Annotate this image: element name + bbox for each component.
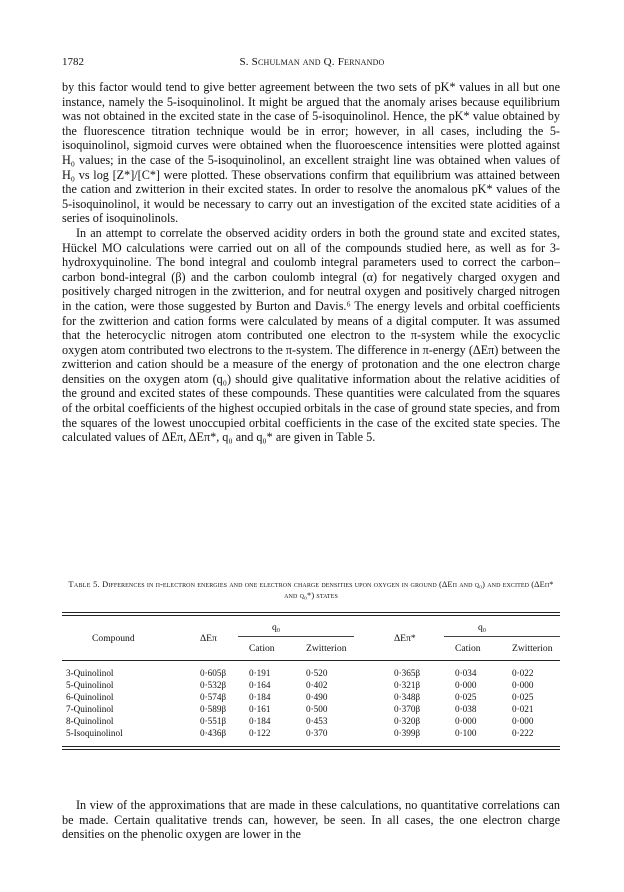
cell-delta-e: 0·574β (200, 692, 227, 702)
cell-q0-star-cation: 0·038 (455, 704, 477, 714)
cell-q0-cation: 0·164 (249, 680, 271, 690)
header-cation: Cation (249, 643, 275, 654)
header-q0: q₀ (272, 622, 281, 633)
cell-q0-star-zwitterion: 0·025 (512, 692, 534, 702)
cell-q0-zwitterion: 0·402 (306, 680, 328, 690)
cell-compound: 5-Isoquinolinol (66, 728, 123, 738)
table-top-rule (62, 612, 560, 616)
cell-q0-zwitterion: 0·453 (306, 716, 328, 726)
page-header (62, 56, 562, 72)
cell-delta-e: 0·605β (200, 668, 227, 678)
cell-q0-zwitterion: 0·520 (306, 668, 328, 678)
table-caption (62, 579, 560, 601)
cell-q0-cation: 0·122 (249, 728, 271, 738)
cell-delta-e: 0·532β (200, 680, 227, 690)
cell-delta-e-star: 0·370β (394, 704, 421, 714)
header-delta-e: ΔEπ (200, 633, 217, 644)
cell-q0-star-cation: 0·025 (455, 692, 477, 702)
cell-q0-zwitterion: 0·370 (306, 728, 328, 738)
table-caption-label: Table 5. (68, 580, 100, 589)
paragraph-2: In an attempt to correlate the observed acidity orders in both the ground state and excited states, Hückel MO calculations were carried out on all of the compounds studied here, as well as for 3-hydroxyquinoline. The bond integral and coulomb integral parameters used to correct the carbon–carbon bond-integral (β) and the carbon coulomb integral (α) for negatively charged oxygen and positively charged nitrogen in the zwitterion, and for neutral oxygen and positively charged nitrogen in the cation, were those suggested by Burton and Davis.⁶ The energy levels and orbital coefficients for the zwitterion and cation forms were calculated by means of a digital computer. It was assumed that the heterocyclic nitrogen atom contributed one electron to the π-system while the exocyclic oxygen atom contributed two electrons to the π-system. The difference in π-energy (ΔEπ) between the zwitterion and cation should be a measure of the energy of protonation and the one electron charge densities on the oxygen atom (q₀) should give qualitative information about the relative acidities of the ground and excited states of these compounds. These quantities were calculated from the squares of the orbital coefficients of the highest occupied orbitals in the case of ground state species, and from the squares of the lowest unoccupied orbital coefficients in the case of the excited state species. The calculated values of ΔEπ, ΔEπ*, q₀ and q₀* are given in Table 5. (62, 225, 560, 445)
header-zwitterion-star: Zwitterion (512, 643, 553, 654)
paragraph-3: In view of the approximations that are made in these calculations, no quantitative correlations can be made. Certain qualitative trends can, however, be seen. In all cases, the one electron charge densities on the phenolic oxygen are lower in the (62, 798, 560, 842)
cell-q0-zwitterion: 0·500 (306, 704, 328, 714)
table-caption-text: Differences in π-electron energies and one electron charge densities upon oxygen in ground (ΔEπ and q₀) and excited (ΔEπ* and q₀*) states (102, 580, 554, 600)
cell-q0-cation: 0·184 (249, 716, 271, 726)
cell-q0-cation: 0·161 (249, 704, 271, 714)
page-number: 1782 (62, 56, 84, 68)
header-zwitterion: Zwitterion (306, 643, 347, 654)
table-header-rule (62, 660, 560, 661)
cell-q0-cation: 0·191 (249, 668, 271, 678)
cell-compound: 6-Quinolinol (66, 692, 114, 702)
header-q0-star: q₀ (478, 622, 487, 633)
cell-compound: 3-Quinolinol (66, 668, 114, 678)
cell-delta-e-star: 0·365β (394, 668, 421, 678)
cell-q0-star-cation: 0·034 (455, 668, 477, 678)
cell-q0-cation: 0·184 (249, 692, 271, 702)
cell-q0-star-cation: 0·000 (455, 680, 477, 690)
cell-delta-e: 0·551β (200, 716, 227, 726)
cell-delta-e-star: 0·348β (394, 692, 421, 702)
cell-compound: 7-Quinolinol (66, 704, 114, 714)
paragraph-1: by this factor would tend to give better agreement between the two sets of pK* values in all but one instance, namely the 5-isoquinolinol. It might be argued that the anomaly arises because equilibrium was not obtained in the excited state in the case of 5-isoquinolinol. Hence, the pK* value obtained by the fluorescence titration technique would be in error; however, in all cases, including the 5-isoquinolinol, sigmoid curves were obtained when the fluoroescence intensities were plotted against H₀ values; in the case of the 5-isoquinolinol, an excellent straight line was obtained when values of H₀ vs log [Z*]/[C*] were plotted. These observations confirm that equilibrium was attained between the cation and zwitterion in their excited states. In order to resolve the anomalous pK* values of the 5-isoquinolinol, it would be necessary to carry out an investigation of the excited state acidities of a series of isoquinolinols. (62, 80, 560, 226)
cell-q0-star-zwitterion: 0·022 (512, 668, 534, 678)
cell-delta-e-star: 0·399β (394, 728, 421, 738)
cell-q0-star-zwitterion: 0·222 (512, 728, 534, 738)
header-delta-e-star: ΔEπ* (394, 633, 416, 644)
cell-q0-zwitterion: 0·490 (306, 692, 328, 702)
cell-delta-e-star: 0·321β (394, 680, 421, 690)
header-cation-star: Cation (455, 643, 481, 654)
header-compound: Compound (92, 633, 135, 644)
cell-delta-e-star: 0·320β (394, 716, 421, 726)
cell-delta-e: 0·589β (200, 704, 227, 714)
table-bottom-rule (62, 746, 560, 750)
cell-q0-star-zwitterion: 0·021 (512, 704, 534, 714)
cell-q0-star-zwitterion: 0·000 (512, 716, 534, 726)
body-text (62, 80, 560, 445)
cell-q0-star-cation: 0·100 (455, 728, 477, 738)
cell-q0-star-zwitterion: 0·000 (512, 680, 534, 690)
cell-q0-star-cation: 0·000 (455, 716, 477, 726)
cell-compound: 5-Quinolinol (66, 680, 114, 690)
cell-delta-e: 0·436β (200, 728, 227, 738)
q0-group-rule (238, 636, 354, 637)
cell-compound: 8-Quinolinol (66, 716, 114, 726)
q0-star-group-rule (444, 636, 560, 637)
running-head-authors: S. Schulman and Q. Fernando (239, 56, 385, 68)
